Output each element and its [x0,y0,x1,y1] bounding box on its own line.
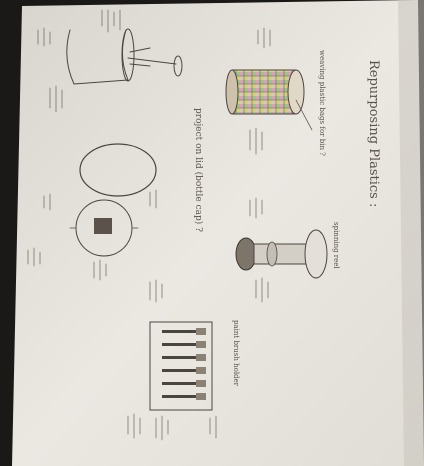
sketch-subtitle: project on lid (bottle cap) ? [193,108,203,232]
caption-woven-container: weaving plastic bags for bin ? [318,50,326,156]
paper-sheet [12,0,424,466]
caption-spool: spinning reel [332,222,340,269]
sketch-title: Repurposing Plastics : [366,60,381,208]
caption-brush-holder: paint brush holder [232,320,240,387]
